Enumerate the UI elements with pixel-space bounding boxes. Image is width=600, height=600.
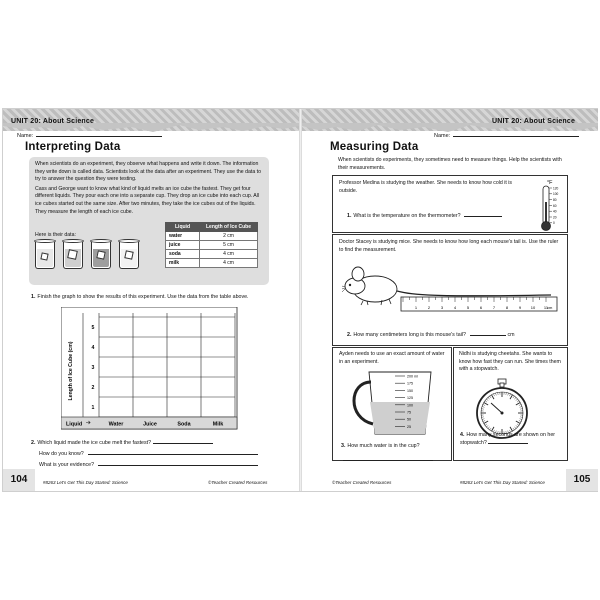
table-cell: 5 cm <box>200 241 258 250</box>
open-workbook <box>2 108 598 492</box>
ruler-tick-label: 6 <box>479 305 483 310</box>
ruler-tick-label: 8 <box>505 305 509 310</box>
unit-heading: UNIT 20: About Science <box>11 118 95 125</box>
ruler-icon <box>401 297 557 311</box>
answer-line[interactable] <box>343 456 433 461</box>
page-number: 104 <box>3 469 35 491</box>
table-cell: water <box>166 232 200 241</box>
ruler-tick-label: 5 <box>466 305 470 310</box>
how-know-prompt <box>39 450 258 458</box>
mouse-and-ruler-illustration <box>341 259 563 317</box>
name-field[interactable] <box>17 132 162 139</box>
x-axis-title: Liquid <box>66 421 83 428</box>
prompt-text: How do you know? <box>39 451 84 457</box>
cup-mark-label: 100 <box>407 403 413 408</box>
cup-mark-label: 50 <box>407 417 411 422</box>
thermometer-tick-label: 40 <box>553 209 557 214</box>
cup-mark-label: 125 <box>407 396 413 401</box>
cup-milk <box>119 241 139 269</box>
table-row <box>166 232 258 241</box>
question-number: 1. <box>31 294 36 300</box>
answer-line[interactable] <box>98 461 258 466</box>
x-category-label: Milk <box>212 421 224 428</box>
question-3 <box>341 443 420 450</box>
question-text: Which liquid made the ice cube melt the fastest? <box>37 440 152 446</box>
cup-soda <box>91 241 111 269</box>
question-number: 3. <box>341 443 346 449</box>
data-label: Here is their data: <box>35 232 76 238</box>
question-text: How many centimeters long is this mouse's tail? <box>353 332 467 338</box>
thermometer-tick-label: 60 <box>553 203 557 208</box>
question-text: How much water is in the cup? <box>347 443 420 449</box>
bar-graph-grid[interactable] <box>61 307 241 431</box>
question-number: 4. <box>460 432 465 438</box>
x-category-label: Juice <box>143 421 157 428</box>
table-row <box>166 250 258 259</box>
answer-line[interactable] <box>488 439 528 444</box>
y-tick-label: 4 <box>91 345 95 351</box>
table-header-liquid: Liquid <box>166 223 200 232</box>
answer-line[interactable] <box>153 439 213 444</box>
intro-paragraph-2: Cass and George want to know what kind of liquid melts an ice cube the fastest. They get four different liquids. They pour each one into a separate cup. They drop an ice cube into each cup. All ice cubes started out the same size. After two minutes, they take the ice cubes out of the liquids. They measure the length of each ice cube. <box>35 185 260 215</box>
answer-line[interactable] <box>470 331 506 336</box>
panel-text: Ayden needs to use an exact amount of water in an experiment. <box>339 351 445 365</box>
answer-unit: cm <box>507 332 515 338</box>
cup-mark-label: 25 <box>407 424 411 429</box>
footer-publisher: ©Teacher Created Resources <box>332 480 392 485</box>
question-number: 1. <box>347 213 352 219</box>
right-page <box>302 109 598 491</box>
table-cell: 4 cm <box>200 250 258 259</box>
page-title: Measuring Data <box>330 141 419 153</box>
table-cell: 4 cm <box>200 259 258 268</box>
cup-mark-label: 175 <box>407 381 413 386</box>
ruler-tick-label: 1 <box>414 305 418 310</box>
thermometer-tick-label: 80 <box>553 198 557 202</box>
panel-measuring-cup <box>332 347 452 461</box>
unit-heading: UNIT 20: About Science <box>492 118 576 125</box>
ruler-tick-label: 7 <box>492 305 496 310</box>
panel-thermometer <box>332 175 568 233</box>
ruler-tick-label: 2 <box>427 305 431 310</box>
panel-mouse-ruler <box>332 234 568 346</box>
question-number: 2. <box>347 332 352 338</box>
question-1 <box>347 212 502 220</box>
ruler-tick-label: 11 <box>543 305 549 310</box>
table-cell: soda <box>166 250 200 259</box>
page-number: 105 <box>566 469 598 491</box>
table-row <box>166 259 258 268</box>
intro-box <box>29 157 269 285</box>
page-title: Interpreting Data <box>25 141 121 153</box>
table-cell: juice <box>166 241 200 250</box>
ruler-unit: cm <box>547 305 553 310</box>
cup-mark-label: 200 ml <box>407 374 418 379</box>
thermometer-unit: °F <box>547 180 553 186</box>
question-2 <box>31 439 281 447</box>
y-tick-label: 2 <box>91 385 95 391</box>
table-header-length: Length of Ice Cube <box>200 223 258 232</box>
table-cell: milk <box>166 259 200 268</box>
intro-text: When scientists do experiments, they sometimes need to measure things. Help the scientists with their measurements. <box>338 157 562 171</box>
table-cell: 2 cm <box>200 232 258 241</box>
footer-title: #8263 Let's Get This Day Started: Science <box>43 480 128 485</box>
ice-cube-data-table <box>165 222 258 268</box>
question-4 <box>460 432 564 447</box>
question-text: How many seconds are shown on her stopwatch? <box>460 432 556 447</box>
cup-water <box>35 241 55 269</box>
thermometer-tick-label: 20 <box>553 215 557 220</box>
question-1 <box>31 294 281 301</box>
evidence-prompt <box>39 461 258 469</box>
footer-title: #8263 Let's Get This Day Started: Science <box>460 480 545 485</box>
y-tick-label: 1 <box>91 405 95 411</box>
ruler-tick-label: 3 <box>440 305 444 310</box>
y-axis-label: Length of Ice Cube (cm) <box>68 341 74 401</box>
cup-juice <box>63 241 83 269</box>
x-category-label: Soda <box>177 421 191 428</box>
x-category-label: Water <box>108 421 124 428</box>
left-page <box>3 109 299 491</box>
ruler-tick-label: 4 <box>453 305 457 310</box>
name-label: Name: <box>17 133 34 139</box>
measuring-cup-icon <box>339 368 451 438</box>
answer-line[interactable] <box>464 212 502 217</box>
name-field[interactable] <box>434 132 579 139</box>
question-text: What is the temperature on the thermometer? <box>353 213 461 219</box>
panel-stopwatch <box>453 347 568 461</box>
question-2 <box>347 331 515 339</box>
answer-line[interactable] <box>88 450 258 455</box>
question-text: Finish the graph to show the results of this experiment. Use the data from the table above. <box>37 294 249 300</box>
question-number: 2. <box>31 440 36 446</box>
thermometer-icon <box>533 178 567 232</box>
stopwatch-icon <box>472 378 532 440</box>
cup-mark-label: 150 <box>407 388 413 393</box>
intro-paragraph-1: When scientists do an experiment, they observe what happens and write it down. The information they write down is called data. Scientists look at the data after an experiment. They use the data to try to answer the question they were testing. <box>35 161 261 183</box>
prompt-text: What is your evidence? <box>39 462 95 468</box>
name-label: Name: <box>434 133 451 139</box>
footer-publisher: ©Teacher Created Resources <box>208 480 268 485</box>
panel-text: Nidhi is studying cheetahs. She wants to know how fast they can run. She times them with a stopwatch. <box>459 351 561 373</box>
y-tick-label: 5 <box>91 325 95 331</box>
thermometer-tick-label: 120 <box>553 186 559 191</box>
panel-text: Professor Medina is studying the weather. She needs to know how cold it is outside. <box>339 180 513 194</box>
panel-text: Doctor Stacey is studying mice. She needs to know how long each mouse's tail is. Use the ruler to find the measurement. <box>339 239 559 253</box>
y-tick-label: 3 <box>91 365 95 371</box>
cup-mark-label: 75 <box>407 410 411 415</box>
thermometer-tick-label: 100 <box>553 192 559 197</box>
ruler-tick-label: 9 <box>518 305 522 310</box>
table-row <box>166 241 258 250</box>
thermometer-tick-label: 0 <box>553 221 555 226</box>
ruler-tick-label: 10 <box>530 305 536 310</box>
